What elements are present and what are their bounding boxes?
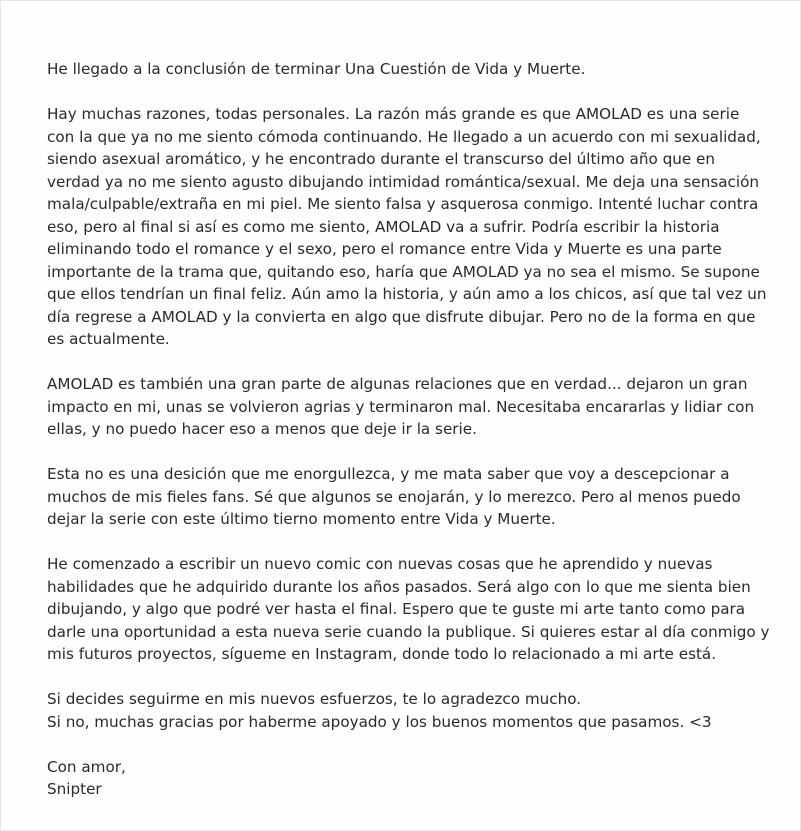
text-line: importante de la trama que, quitando eso, haría que AMOLAD ya no sea el mismo. Se supone <box>47 262 760 281</box>
paragraph-reasons <box>47 103 767 351</box>
paragraph-decision <box>47 463 763 531</box>
text-line: Hay muchas razones, todas personales. La razón más grande es que AMOLAD es una serie <box>47 105 740 123</box>
text-line: mala/culpable/extraña en mi piel. Me siento falsa y asquerosa conmigo. Intenté luchar contra <box>47 195 759 213</box>
text-line: verdad ya no me siento agusto dibujando intimidad romántica/sexual. Me deja una sensación <box>47 172 760 191</box>
text-line: Si decides seguirme en mis nuevos esfuerzos, te lo agradezco mucho. <box>47 690 582 708</box>
closing-line: Con amor, <box>47 757 126 776</box>
text-line: muchos de mis fieles fans. Sé que algunos se enojarán, y lo merezco. Pero al menos puedo <box>47 487 741 506</box>
text-line: AMOLAD es también una gran parte de algunas relaciones que en verdad... dejaron un gran <box>47 375 748 393</box>
signature-name: Snipter <box>47 780 102 798</box>
text-line: con la que ya no me siento cómoda continuando. He llegado a un acuerdo con mi sexualidad, <box>47 127 761 146</box>
text-line: He comenzado a escribir un nuevo comic con nuevas cosas que he aprendido y nuevas <box>47 555 713 573</box>
text-line: eliminando todo el romance y el sexo, pero el romance entre Vida y Muerte es una parte <box>47 240 722 258</box>
text-line: habilidades que he adquirido durante los años pasados. Será algo con lo que me sienta bien <box>47 577 751 596</box>
text-line: Si no, muchas gracias por haberme apoyado y los buenos momentos que pasamos. <3 <box>47 712 712 731</box>
text-line: ellas, y no puedo hacer eso a menos que deje ir la serie. <box>47 420 477 438</box>
paragraph-thanks <box>47 688 763 733</box>
text-line: dejar la serie con este último tierno momento entre Vida y Muerte. <box>47 510 556 528</box>
text-line: día regrese a AMOLAD y la convierta en algo que disfrute dibujar. Pero no de la forma en que <box>47 307 756 326</box>
text-line: mis futuros proyectos, sígueme en Instagram, donde todo lo relacionado a mi arte está. <box>47 645 717 663</box>
text-line: que ellos tendrían un final feliz. Aún amo la historia, y aún amo a los chicos, así que tal vez un <box>47 285 767 303</box>
text-line: es actualmente. <box>47 330 170 348</box>
letter-body <box>47 58 770 801</box>
signature-block <box>47 756 763 801</box>
text-line: eso, pero al final si así es como me siento, AMOLAD va a sufrir. Podría escribir la historia <box>47 217 720 236</box>
text-line: darle una oportunidad a esta nueva serie cuando la publique. Si quieres estar al día conmigo y <box>47 622 770 641</box>
text-line: Esta no es una desición que me enorgullezca, y me mata saber que voy a descepcionar a <box>47 465 730 483</box>
paragraph-new-comic <box>47 553 770 666</box>
text-line: He llegado a la conclusión de terminar Una Cuestión de Vida y Muerte. <box>47 60 586 78</box>
paragraph-intro <box>47 58 763 81</box>
text-line: dibujando, y algo que podré ver hasta el final. Espero que te guste mi arte tanto como para <box>47 600 746 618</box>
text-line: siendo asexual aromático, y he encontrado durante el transcurso del último año que en <box>47 150 716 168</box>
paragraph-relationships <box>47 373 763 441</box>
text-line: impacto en mi, unas se volvieron agrias y terminaron mal. Necesitaba encararlas y lidiar con <box>47 397 755 416</box>
